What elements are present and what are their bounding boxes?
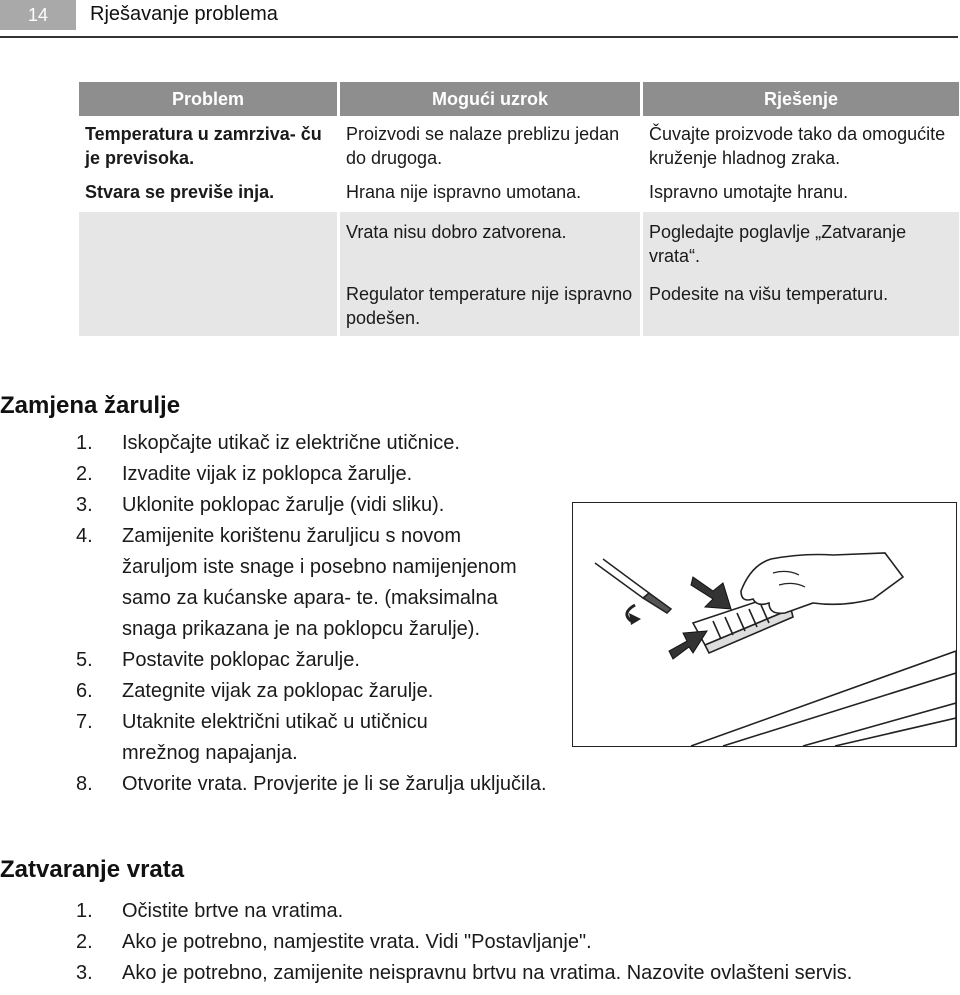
list-item: 5. Postavite poklopac žarulje. <box>76 649 360 671</box>
problem-cell: Temperatura u zamrziva- ču je previsoka. <box>85 124 322 168</box>
problem-cell <box>79 274 337 336</box>
solution-cell: Pogledajte poglavlje „Zatvaranje vrata“. <box>643 212 959 274</box>
section-heading-door: Zatvaranje vrata <box>0 856 185 883</box>
cause-cell: Proizvodi se nalaze preblizu jedan do drugoga. <box>346 124 620 168</box>
door-steps-list <box>0 896 958 989</box>
list-item: 2. Izvadite vijak iz poklopca žarulje. <box>76 463 413 485</box>
list-item: 2. Ako je potrebno, namjestite vrata. Vidi "Postavljanje". <box>76 931 592 953</box>
column-header-problem: Problem <box>79 82 337 116</box>
cause-cell: Vrata nisu dobro zatvorena. <box>340 212 640 274</box>
problem-cell <box>79 212 337 274</box>
table-row <box>79 274 959 336</box>
troubleshooting-table <box>76 82 960 336</box>
section-heading-bulb: Zamjena žarulje <box>0 392 181 419</box>
column-header-solution: Rješenje <box>643 82 959 116</box>
header-divider <box>0 36 958 38</box>
list-item: 4. Zamijenite korištenu žaruljicu s novom žaruljom iste snage i posebno namijenjenom samo za kućanske apara- te. (maksimalna snaga prikazana je na poklopcu žarulje). <box>76 525 517 640</box>
solution-cell: Podesite na višu temperaturu. <box>643 274 959 336</box>
bulb-cover-illustration <box>572 502 957 747</box>
bulb-cover-removal-icon <box>573 503 956 746</box>
page-title: Rješavanje problema <box>90 3 278 25</box>
cause-cell: Regulator temperature nije ispravno podešen. <box>340 274 640 336</box>
list-item: 7. Utaknite električni utikač u utičnicu mrežnog napajanja. <box>76 711 428 764</box>
page-number: 14 <box>0 0 76 30</box>
solution-cell: Čuvajte proizvode tako da omogućite kruženje hladnog zraka. <box>649 124 946 168</box>
list-item: 6. Zategnite vijak za poklopac žarulje. <box>76 680 434 702</box>
table-row <box>79 212 959 274</box>
column-header-cause: Mogući uzrok <box>340 82 640 116</box>
bulb-steps-list <box>0 428 600 800</box>
list-item: 3. Uklonite poklopac žarulje (vidi sliku). <box>76 494 445 516</box>
table-header-row <box>79 82 959 116</box>
table-row <box>79 174 959 212</box>
solution-cell: Ispravno umotajte hranu. <box>649 182 849 202</box>
table-row <box>79 116 959 174</box>
list-item: 1. Iskopčajte utikač iz električne utičnice. <box>76 432 460 454</box>
list-item: 8. Otvorite vrata. Provjerite je li se žarulja uključila. <box>76 773 547 795</box>
problem-cell: Stvara se previše inja. <box>85 182 275 202</box>
list-item: 1. Očistite brtve na vratima. <box>76 900 344 922</box>
list-item: 3. Ako je potrebno, zamijenite neispravnu brtvu na vratima. Nazovite ovlašteni servis. <box>76 962 853 984</box>
cause-cell: Hrana nije ispravno umotana. <box>346 182 582 202</box>
